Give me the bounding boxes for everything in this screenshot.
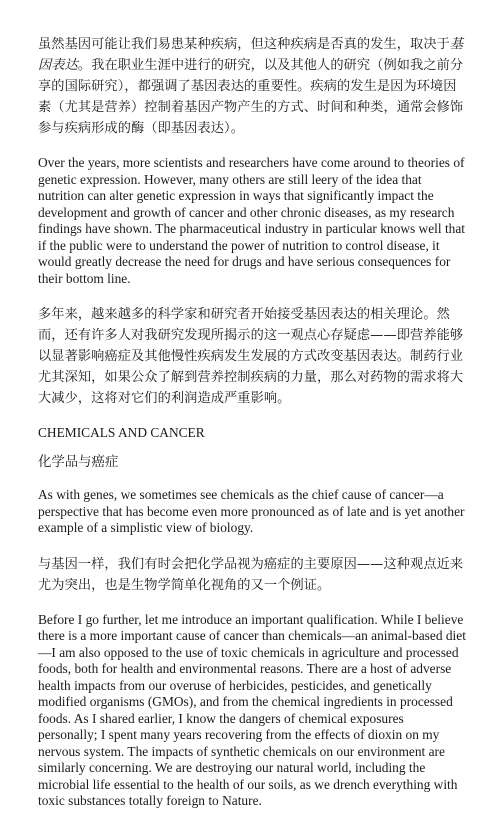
- document-page: [38, 34, 466, 827]
- paragraph-en-chemicals-cause: As with genes, we sometimes see chemicals as the chief cause of cancer—a perspective that has become even more pronounced as of late and is yet another example of a simplistic view of biology.: [38, 487, 465, 535]
- paragraph-zh-chemicals-cause: 与基因一样，我们有时会把化学品视为癌症的主要原因——这种观点近来尤为突出，也是生物学简单化视角的又一个例证。: [38, 556, 464, 593]
- paragraph-zh-genetic-expression-theories: 多年来，越来越多的科学家和研究者开始接受基因表达的相关理论。然而，还有许多人对我研究发现所揭示的这一观点心存疑虑——即营养能够以显著影响癌症及其他慢性疾病发生发展的方式改变基因表达。制药行业尤其深知，如果公众了解到营养控制疾病的力量，那么对药物的需求将大大减少，这将对它们的利润造成严重影响。: [38, 307, 464, 406]
- text-segment: 虽然基因可能让我们易患某种疾病，但这种疾病是否真的发生，取决于: [38, 37, 450, 52]
- text-segment: 。我在职业生涯中进行的研究，以及其他人的研究（例如我之前分享的国际研究），都强调了基因表达的重要性。疾病的发生是因为环境因素（尤其是营养）控制着基因产物产生的方式、时间和种类，通常会修饰参与疾病形成的酶（即基因表达）。: [38, 58, 464, 136]
- emphasis-gene-expression: 基因表达: [38, 37, 464, 73]
- paragraph-en-genetic-expression-theories: Over the years, more scientists and researchers have come around to theories of genetic expression. However, many others are still leery of the idea that nutrition can alter genetic expression in ways that significantly impact the development and growth of cancer and other chronic diseases, as my research findings have shown. The pharmaceutical industry in particular knows well that if the public were to understand the power of nutrition to control disease, it would greatly decrease the need for drugs and have serious consequences for their bottom line.: [38, 155, 466, 286]
- section-heading-en: CHEMICALS AND CANCER: [38, 425, 205, 440]
- section-heading-zh: 化学品与癌症: [38, 455, 119, 470]
- paragraph-zh-gene-expression: [38, 34, 466, 139]
- paragraph-en-qualification: Before I go further, let me introduce an important qualification. While I believe there is a more important cause of cancer than chemicals—an animal-based diet—I am also opposed to the use of toxic chemicals in agriculture and processed foods, both for health and environmental reasons. There are a host of adverse health impacts from our overuse of herbicides, pesticides, and genetically modified organisms (GMOs), and from the chemical ingredients in processed foods. As I shared earlier, I know the dangers of chemical exposures personally; I spent many years recovering from the effects of dioxin on my nervous system. The impacts of synthetic chemicals on our environment are similarly concerning. We are destroying our natural world, including the microbial life essential to the health of our soils, as we drench everything with toxic substances totally foreign to Nature.: [38, 611, 466, 808]
